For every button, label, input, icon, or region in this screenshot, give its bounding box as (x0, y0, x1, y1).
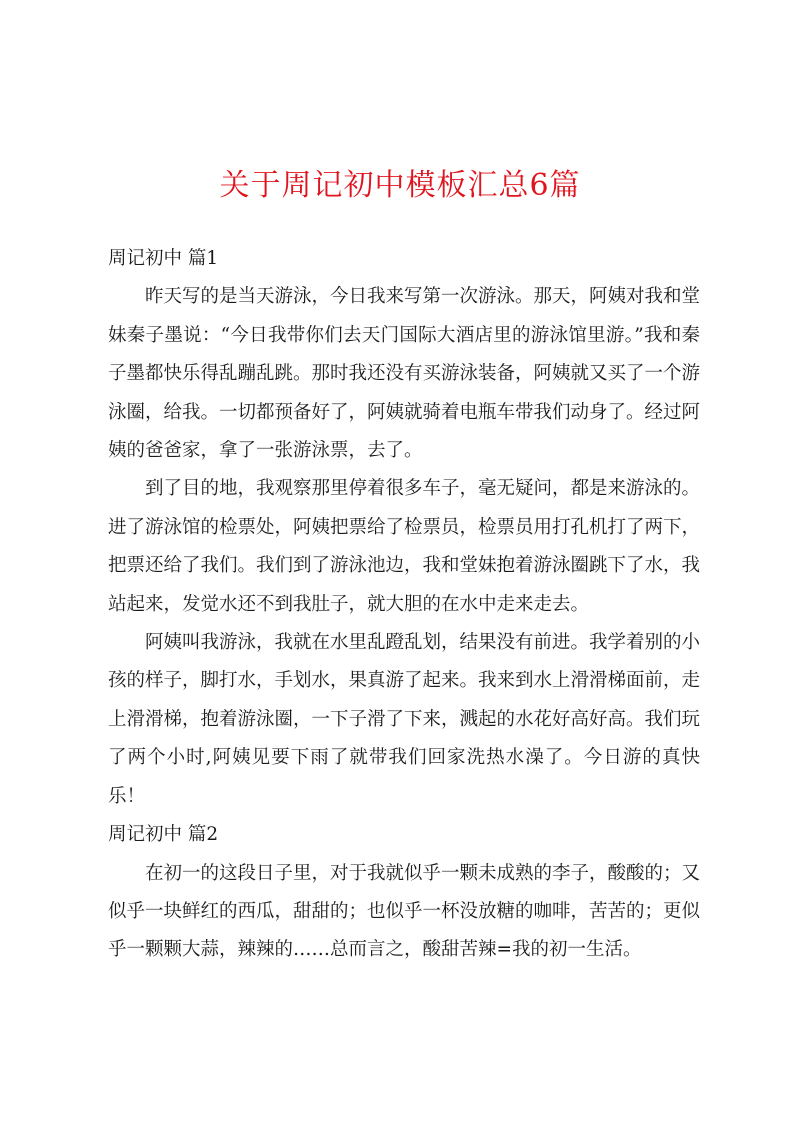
paragraph: 在初一的这段日子里，对于我就似乎一颗未成熟的李子，酸酸的；又似乎一块鲜红的西瓜，甜甜的；也似乎一杯没放糖的咖啡，苦苦的；更似乎一颗颗大蒜，辣辣的……总而言之，酸甜苦辣=我的初一生活。 (108, 862, 701, 961)
paragraph: 阿姨叫我游泳，我就在水里乱蹬乱划，结果没有前进。我学着别的小孩的样子，脚打水，手划水，果真游了起来。我来到水上滑滑梯面前，走上滑滑梯，抱着游泳圈，一下子滑了下来，溅起的水花好高好高。我们玩了两个小时,阿姨见要下雨了就带我们回家洗热水澡了。今日游的真快乐！ (108, 632, 701, 807)
section-heading: 周记初中 篇1 (108, 248, 219, 269)
paragraph: 昨天写的是当天游泳，今日我来写第一次游泳。那天，阿姨对我和堂妹秦子墨说：“今日我带你们去天门国际大酒店里的游泳馆里游。”我和秦子墨都快乐得乱蹦乱跳。那时我还没有买游泳装备，阿姨就又买了一个游泳圈，给我。一切都预备好了，阿姨就骑着电瓶车带我们动身了。经过阿姨的爸爸家，拿了一张游泳票，去了。 (108, 286, 701, 462)
section-1 (108, 240, 700, 970)
page-title: 关于周记初中模板汇总6篇 (219, 168, 581, 203)
paragraph: 到了目的地，我观察那里停着很多车子，毫无疑问，都是来游泳的。进了游泳馆的检票处，阿姨把票给了检票员，检票员用打孔机打了两下，把票还给了我们。我们到了游泳池边，我和堂妹抱着游泳圈跳下了水，我站起来，发觉水还不到我肚子，就大胆的在水中走来走去。 (108, 478, 701, 615)
section-heading: 周记初中 篇2 (108, 824, 219, 846)
